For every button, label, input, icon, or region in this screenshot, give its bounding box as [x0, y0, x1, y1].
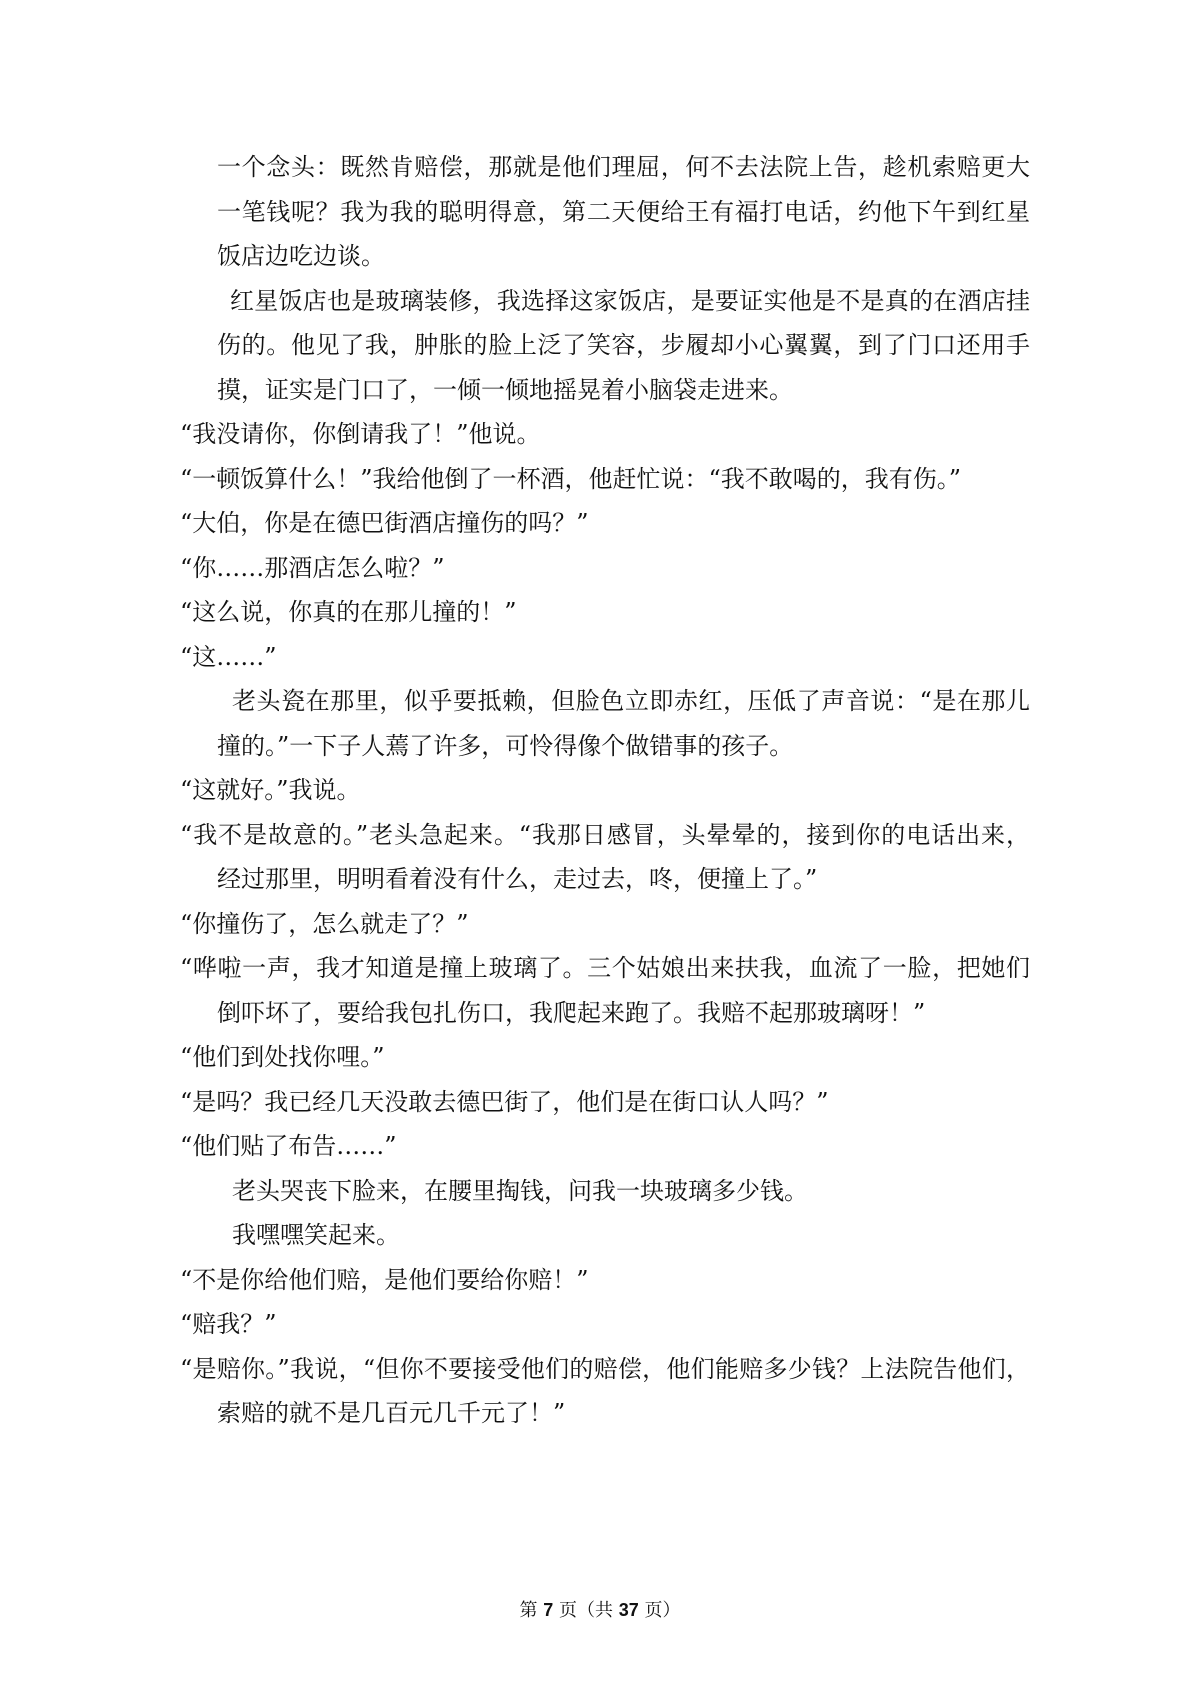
dialogue-line: “你……那酒店怎么啦？”: [180, 553, 445, 582]
dialogue-line: “这……”: [180, 642, 277, 671]
total-pages: 37: [618, 1600, 639, 1620]
narration-line: 我嘿嘿笑起来。: [232, 1221, 400, 1249]
page-number: 7: [543, 1600, 554, 1620]
text-line: 一个念头：既然肯赔偿，那就是他们理屈，何不去法院上告，趁机索赔更大: [217, 153, 1030, 181]
dialogue-line: “是吗？我已经几天没敢去德巴街了，他们是在街口认人吗？”: [180, 1087, 829, 1116]
text-line: 撞的。”一下子人蔫了许多，可怜得像个做错事的孩子。: [217, 731, 794, 760]
footer-prefix: 第: [519, 1600, 538, 1621]
text-line: 老头瓷在那里，似乎要抵赖，但脸色立即赤红，压低了声音说：“是在那儿: [232, 687, 1030, 715]
dialogue-line: “你撞伤了，怎么就走了？”: [180, 909, 469, 938]
dialogue-line: “他们到处找你哩。”: [180, 1043, 385, 1071]
text-line: 饭店边吃边谈。: [217, 242, 385, 270]
page-footer: [0, 1598, 1200, 1623]
body-text: [180, 145, 1030, 1436]
text-line: 伤的。他见了我，肿胀的脸上泛了笑容，步履却小心翼翼，到了门口还用手: [217, 331, 1030, 359]
text-line: 经过那里，明明看着没有什么，走过去，咚，便撞上了。”: [217, 865, 818, 893]
footer-middle: 页（共: [558, 1600, 613, 1621]
dialogue-line: “我不是故意的。”老头急起来。“我那日感冒，头晕晕的，接到你的电话出来，: [180, 820, 1030, 849]
dialogue-line: “是赔你。”我说，“但你不要接受他们的赔偿，他们能赔多少钱？上法院告他们，: [180, 1354, 1030, 1383]
dialogue-line: “大伯，你是在德巴街酒店撞伤的吗？”: [180, 509, 589, 537]
text-line: 红星饭店也是玻璃装修，我选择这家饭店，是要证实他是不是真的在酒店挂: [230, 286, 1030, 315]
text-line: 倒吓坏了，要给我包扎伤口，我爬起来跑了。我赔不起那玻璃呀！”: [217, 998, 926, 1027]
footer-suffix: 页）: [644, 1600, 681, 1621]
dialogue-line: “赔我？”: [180, 1310, 277, 1338]
narration-line: 老头哭丧下脸来，在腰里掏钱，问我一块玻璃多少钱。: [232, 1176, 808, 1205]
dialogue-line: “我没请你，你倒请我了！”他说。: [180, 420, 541, 448]
dialogue-line: “这么说，你真的在那儿撞的！”: [180, 598, 517, 626]
dialogue-line: “这就好。”我说。: [180, 776, 361, 804]
dialogue-line: “哗啦一声，我才知道是撞上玻璃了。三个姑娘出来扶我，血流了一脸，把她们: [180, 954, 1030, 982]
dialogue-line: “他们贴了布告……”: [180, 1132, 397, 1160]
text-line: 摸，证实是门口了，一倾一倾地摇晃着小脑袋走进来。: [217, 375, 793, 404]
text-line: 一笔钱呢？我为我的聪明得意，第二天便给王有福打电话，约他下午到红星: [217, 197, 1030, 226]
dialogue-line: “不是你给他们赔，是他们要给你赔！”: [180, 1265, 589, 1294]
dialogue-line: “一顿饭算什么！”我给他倒了一杯酒，他赶忙说：“我不敢喝的，我有伤。”: [180, 464, 962, 493]
text-line: 索赔的就不是几百元几千元了！”: [217, 1399, 566, 1427]
